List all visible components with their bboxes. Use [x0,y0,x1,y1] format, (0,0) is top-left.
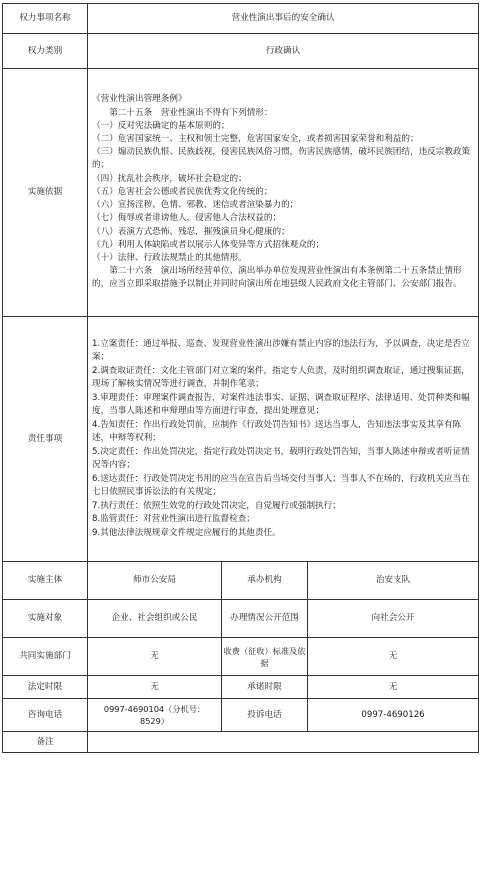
row-time-limit [3,676,479,699]
basis-line: （五）危害社会公德或者民族优秀文化传统的； [92,186,273,197]
label-power-name: 权力事项名称 [3,4,88,34]
basis-line: 第二十六条 演出场所经营单位、演出举办单位发现营业性演出有本条例第二十五条禁止情形的，应当立即采取措施予以制止并同时向演出所在地县级人民政府文化主管部门、公安部门报告。 [92,266,462,290]
value-target: 企业、社会组织或公民 [88,600,222,638]
label-implementer: 实施主体 [3,562,88,600]
label-consult-phone: 咨询电话 [3,699,88,732]
responsibility-content [88,317,479,562]
label-responsibility: 责任事项 [3,317,88,562]
row-power-name [3,4,479,34]
value-disclosure-scope: 向社会公开 [308,600,479,638]
responsibility-line: 7.执行责任：依照生效党的行政处罚决定，自觉履行或强制执行； [92,500,341,511]
label-disclosure-scope: 办理情况公开范围 [222,600,308,638]
row-power-category [3,34,479,69]
label-target: 实施对象 [3,600,88,638]
power-item-table [2,3,479,753]
row-basis [3,69,479,317]
value-fee-standard: 无 [308,638,479,676]
label-handling-agency: 承办机构 [222,562,308,600]
responsibility-line: 9.其他法律法规规章文件规定应履行的其他责任。 [92,527,281,538]
responsibility-line: 8.监管责任：对营业性演出进行监督检查； [92,514,255,525]
basis-line: （十）法律、行政法规禁止的其他情形。 [92,252,247,263]
basis-content [88,69,479,317]
label-remark: 备注 [3,732,88,753]
basis-line: （七）侮辱或者诽谤他人，侵害他人合法权益的； [92,213,282,224]
basis-line: （四）扰乱社会秩序，破坏社会稳定的； [92,173,247,184]
value-handling-agency: 治安支队 [308,562,479,600]
row-joint [3,638,479,676]
value-legal-time-limit: 无 [88,676,222,699]
responsibility-line: 4.告知责任：作出行政处罚前，应制作《行政处罚告知书》送达当事人，告知违法事实及其享有陈述，申辩等权利； [92,419,462,444]
row-contact [3,699,479,732]
responsibility-line: 2.调查取证责任：文化主管部门对立案的案件，指定专人负责，及时组织调查取证，通过搜集证据，现场了解核实情况等进行调查，并制作笔录； [92,365,470,390]
basis-line: 第二十五条 营业性演出不得有下列情形： [109,107,273,118]
basis-line: （九）利用人体缺陷或者以展示人体变异等方式招徕观众的； [92,239,325,250]
basis-line: （二）危害国家统一、主权和领土完整，危害国家安全，或者损害国家荣誉和利益的； [92,134,419,145]
value-remark [88,732,479,753]
label-fee-standard: 收费（征收）标准及依据 [222,638,308,676]
basis-line: （三）煽动民族仇恨、民族歧视，侵害民族风俗习惯，伤害民族感情，破坏民族团结，违反宗教政策的； [92,147,471,171]
value-joint-department: 无 [88,638,222,676]
responsibility-line: 3.审理责任：审理案件调查报告，对案件违法事实、证据、调查取证程序、法律适用、处罚种类和幅度，当事人陈述和申辩理由等方面进行审查，提出处理意见； [92,392,470,417]
basis-line: （六）宣扬淫秽、色情、邪教、迷信或者渲染暴力的； [92,200,299,211]
row-responsibility [3,317,479,562]
basis-line: 《营业性演出管理条例》 [92,94,187,105]
label-joint-department: 共同实施部门 [3,638,88,676]
label-power-category: 权力类别 [3,34,88,69]
label-basis: 实施依据 [3,69,88,317]
basis-line: （八）表演方式恐怖、残忍，摧残演员身心健康的； [92,226,290,237]
value-implementer: 师市公安局 [88,562,222,600]
basis-line: （一）反对宪法确定的基本原则的； [92,120,230,131]
value-promised-time-limit: 无 [308,676,479,699]
row-implementer [3,562,479,600]
row-target [3,600,479,638]
responsibility-line: 6.送达责任：行政处罚决定书用的应当在宣告后当场交付当事人；当事人不在场的，行政机关应当在七日依照民事诉讼法的有关规定； [92,473,470,498]
label-legal-time-limit: 法定时限 [3,676,88,699]
row-remark [3,732,479,753]
value-power-name: 营业性演出事后的安全确认 [88,4,479,34]
responsibility-line: 1.立案责任：通过举报、巡查、发现营业性演出涉嫌有禁止内容的违法行为，予以调查，决定是否立案； [92,338,470,363]
label-promised-time-limit: 承诺时限 [222,676,308,699]
value-complaint-phone: 0997-4690126 [308,699,479,732]
label-complaint-phone: 投诉电话 [222,699,308,732]
responsibility-line: 5.决定责任：作出处罚决定，指定行政处罚决定书，载明行政处罚告知，当事人陈述申辩或者听证情况等内容； [92,446,470,471]
value-power-category: 行政确认 [88,34,479,69]
value-consult-phone: 0997-4690104（分机号：8529） [88,699,222,732]
